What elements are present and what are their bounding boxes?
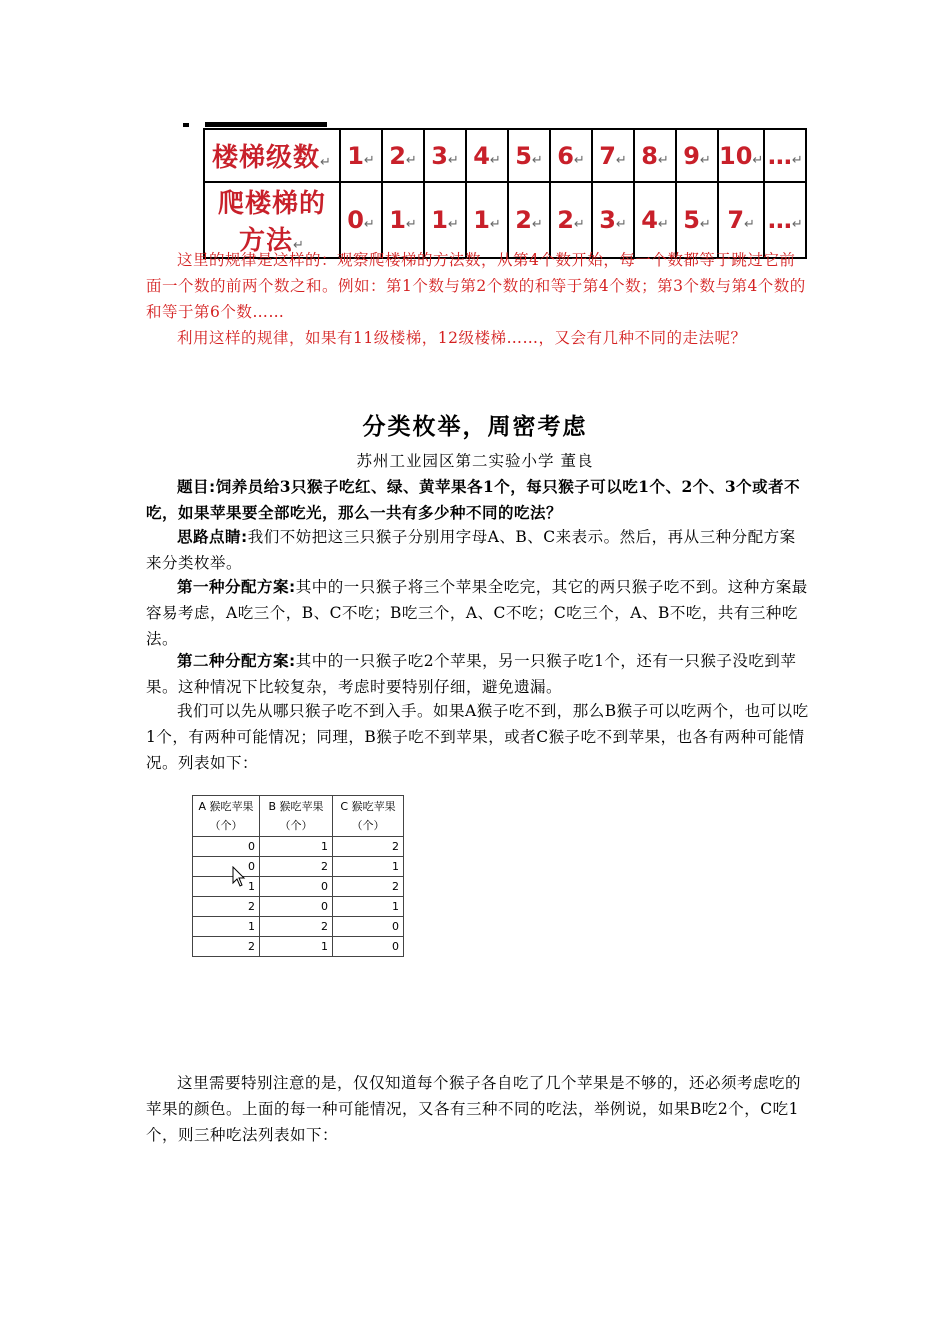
stair-cell: 3↵ [592, 182, 634, 258]
plan2-paragraph [146, 648, 810, 700]
idea-paragraph [146, 524, 810, 576]
stair-cell: 2↵ [382, 129, 424, 182]
stair-header-methods: 爬楼梯的方法↵ [204, 182, 340, 258]
question-paragraph [146, 474, 810, 526]
stair-corner-mark [183, 123, 189, 127]
header-b: B 猴吃苹果 （个） [260, 796, 333, 837]
table-row [193, 857, 404, 877]
cell-c: 0 [333, 917, 404, 937]
stair-cell: 7↵ [718, 182, 764, 258]
stair-cell: …↵ [764, 182, 806, 258]
table-row [193, 917, 404, 937]
stair-cell: 10↵ [718, 129, 764, 182]
cell-a: 2 [193, 897, 260, 917]
cell-c: 0 [333, 937, 404, 957]
cell-a: 1 [193, 877, 260, 897]
cell-c: 2 [333, 837, 404, 857]
list-intro-paragraph: 我们可以先从哪只猴子吃不到入手。如果A猴子吃不到，那么B猴子可以吃两个，也可以吃1个，有两种可能情况；同理，B猴子吃不到苹果，或者C猴子吃不到苹果，也各有两种可能情况。列表如下： [146, 702, 809, 772]
table-row [193, 897, 404, 917]
monkey-apple-table [192, 795, 404, 957]
table-row [193, 937, 404, 957]
stair-cell: 9↵ [676, 129, 718, 182]
cell-b: 1 [260, 837, 333, 857]
header-a: A 猴吃苹果 （个） [193, 796, 260, 837]
cell-b: 2 [260, 857, 333, 877]
red-pattern-paragraph: 这里的规律是这样的：观察爬楼梯的方法数，从第4个数开始，每一个数都等于跳过它前面一个数的前两个数之和。例如：第1个数与第2个数的和等于第4个数；第3个数与第4个数的和等于第6个数…… [146, 251, 806, 321]
cell-a: 2 [193, 937, 260, 957]
idea-label: 思路点睛: [177, 528, 248, 546]
header-c: C 猴吃苹果 （个） [333, 796, 404, 837]
plan1-paragraph [146, 574, 810, 652]
question-text: 饲养员给3只猴子吃红、绿、黄苹果各1个，每只猴子可以吃1个、2个、3个或者不吃，如果苹果要全部吃光，那么一共有多少种不同的吃法？ [146, 477, 801, 522]
stair-cell: 3↵ [424, 129, 466, 182]
mouse-cursor-icon [232, 866, 246, 888]
stair-cell: 4↵ [634, 182, 676, 258]
monkey-header-row [193, 796, 404, 837]
stair-cell: 4↵ [466, 129, 508, 182]
stair-cell: 5↵ [508, 129, 550, 182]
stair-table [203, 128, 807, 259]
cell-b: 1 [260, 937, 333, 957]
plan2-text: 其中的一只猴子吃2个苹果，另一只猴子吃1个，还有一只猴子没吃到苹果。这种情况下比较复杂，考虑时要特别仔细，避免遗漏。 [146, 652, 797, 696]
cell-a: 0 [193, 857, 260, 877]
stair-cell: …↵ [764, 129, 806, 182]
stair-row-steps [204, 129, 806, 182]
stair-cell: 1↵ [340, 129, 382, 182]
plan1-label: 第一种分配方案: [177, 578, 296, 596]
stair-cell: 5↵ [676, 182, 718, 258]
cell-c: 1 [333, 857, 404, 877]
stair-cell: 6↵ [550, 129, 592, 182]
stair-cell: 0↵ [340, 182, 382, 258]
stair-cell: 2↵ [508, 182, 550, 258]
stair-cell: 1↵ [466, 182, 508, 258]
idea-text: 我们不妨把这三只猴子分别用字母A、B、C来表示。然后，再从三种分配方案来分类枚举。 [146, 528, 796, 572]
cell-c: 1 [333, 897, 404, 917]
plan2-label: 第二种分配方案: [177, 652, 296, 670]
question-label: 题目: [177, 478, 216, 496]
cell-c: 2 [333, 877, 404, 897]
stair-cell: 2↵ [550, 182, 592, 258]
article-title: 分类枚举，周密考虑 [362, 414, 588, 440]
cell-a: 0 [193, 837, 260, 857]
stair-top-bar [205, 122, 327, 127]
article-author: 苏州工业园区第二实验小学 董良 [356, 452, 594, 470]
cell-b: 2 [260, 917, 333, 937]
cell-b: 0 [260, 897, 333, 917]
cell-b: 0 [260, 877, 333, 897]
cell-a: 1 [193, 917, 260, 937]
note-paragraph: 这里需要特别注意的是，仅仅知道每个猴子各自吃了几个苹果是不够的，还必须考虑吃的苹果的颜色。上面的每一种可能情况，又各有三种不同的吃法，举例说，如果B吃2个，C吃1个，则三种吃法列表如下： [146, 1074, 802, 1144]
stair-cell: 1↵ [424, 182, 466, 258]
red-question-paragraph: 利用这样的规律，如果有11级楼梯，12级楼梯……，又会有几种不同的走法呢？ [177, 329, 747, 347]
table-row [193, 837, 404, 857]
stair-cell: 8↵ [634, 129, 676, 182]
plan1-text: 其中的一只猴子将三个苹果全吃完，其它的两只猴子吃不到。这种方案最容易考虑，A吃三个，B、C不吃；B吃三个，A、C不吃；C吃三个，A、B不吃，共有三种吃法。 [146, 578, 808, 648]
stair-header-steps: 楼梯级数↵ [204, 129, 340, 182]
stair-cell: 1↵ [382, 182, 424, 258]
stair-cell: 7↵ [592, 129, 634, 182]
table-row [193, 877, 404, 897]
